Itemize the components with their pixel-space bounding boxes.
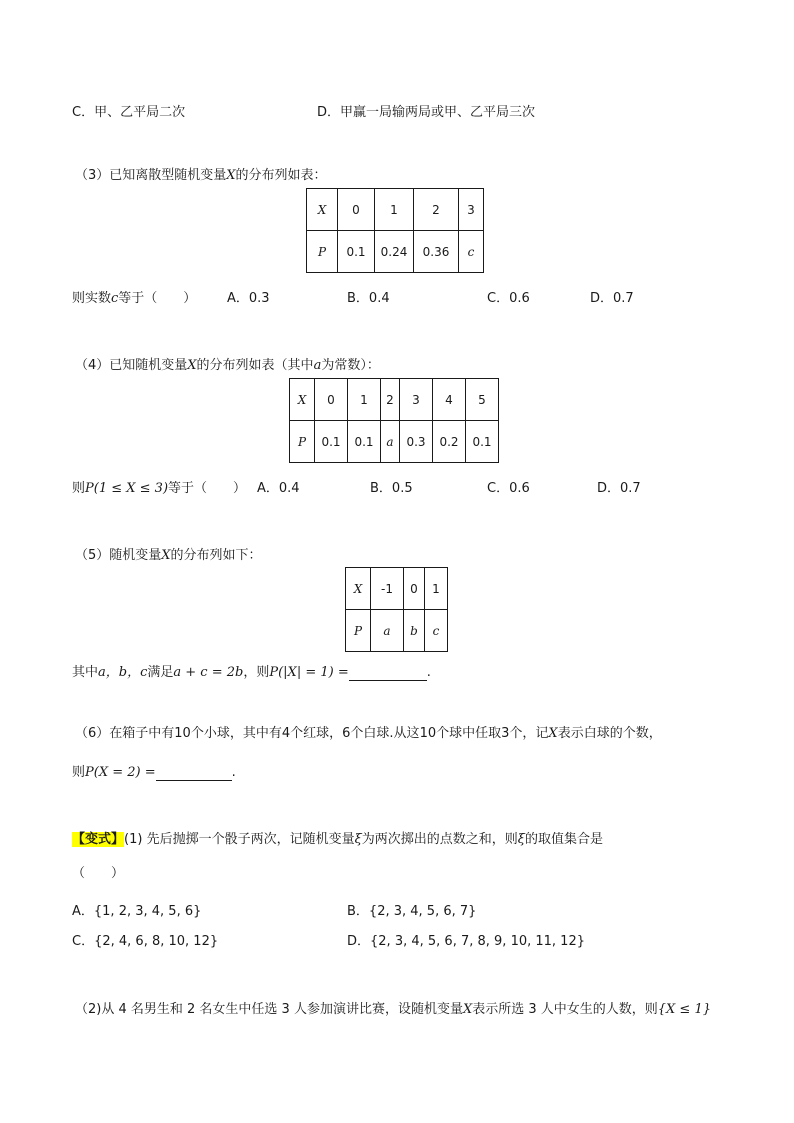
q2-option-d: D．甲赢一局输两局或甲、乙平局三次 xyxy=(317,105,536,120)
q4-distribution-table: X 0 1 2 3 4 5 P 0.1 0.1 a 0.3 0.2 0.1 xyxy=(289,378,499,463)
q4-stem: （4）已知随机变量X的分布列如表（其中a为常数）： xyxy=(75,358,380,373)
variant-1-option-b: B．{2, 3, 4, 5, 6, 7} xyxy=(347,904,477,919)
q3-option-c: C．0.6 xyxy=(487,291,530,306)
q4-option-d: D．0.7 xyxy=(597,481,641,496)
variant-2-stem: （2)从 4 名男生和 2 名女生中任选 3 人参加演讲比赛，设随机变量X表示所选 3 人中女生的人数，则{X ≤ 1} xyxy=(75,1002,711,1017)
q4-ask: 则P(1 ≤ X ≤ 3)等于（ ） xyxy=(72,481,247,496)
q5-stem: （5）随机变量X的分布列如下： xyxy=(75,548,262,563)
q3-option-b: B．0.4 xyxy=(347,291,390,306)
answer-blank[interactable] xyxy=(156,765,232,781)
variant-1-option-d: D．{2, 3, 4, 5, 6, 7, 8, 9, 10, 11, 12} xyxy=(347,934,585,949)
variant-tag: 【变式】 xyxy=(72,832,125,847)
answer-blank[interactable] xyxy=(349,665,427,681)
variant-1-option-c: C．{2, 4, 6, 8, 10, 12} xyxy=(72,934,219,949)
q4-option-c: C．0.6 xyxy=(487,481,530,496)
q6-line2: 则P(X = 2) = . xyxy=(72,765,236,780)
q3-distribution-table: X 0 1 2 3 P 0.1 0.24 0.36 c xyxy=(306,188,484,273)
q2-option-c: C．甲、乙平局二次 xyxy=(72,105,186,120)
q3-option-a: A．0.3 xyxy=(227,291,270,306)
q4-option-a: A．0.4 xyxy=(257,481,300,496)
variant-1-paren: （ ） xyxy=(72,866,125,881)
variant-1-stem: 【变式】(1) 先后抛掷一个骰子两次，记随机变量ξ为两次掷出的点数之和，则ξ的取值集合是 xyxy=(72,832,603,847)
q5-condition: 其中a，b，c满足a + c = 2b，则P(|X| = 1) = . xyxy=(72,665,431,680)
q4-option-b: B．0.5 xyxy=(370,481,413,496)
q3-stem: （3）已知离散型随机变量X的分布列如表： xyxy=(75,168,327,183)
q6-line1: （6）在箱子中有10个小球，其中有4个红球，6个白球.从这10个球中任取3个，记X表示白球的个数， xyxy=(75,726,662,741)
variant-1-option-a: A．{1, 2, 3, 4, 5, 6} xyxy=(72,904,202,919)
q5-distribution-table: X -1 0 1 P a b c xyxy=(345,567,448,652)
q3-ask: 则实数c等于（ ） xyxy=(72,291,197,306)
q3-option-d: D．0.7 xyxy=(590,291,634,306)
